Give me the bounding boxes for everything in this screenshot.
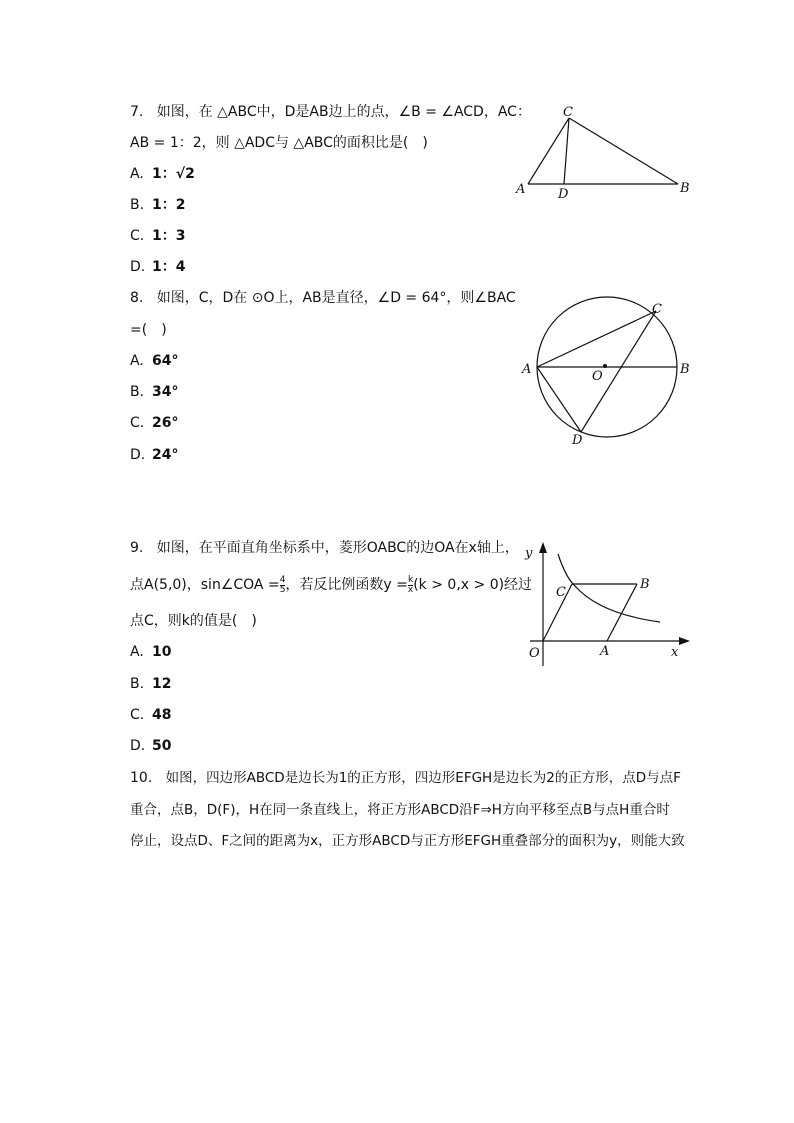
q8-option-b-value: 34° <box>152 384 179 400</box>
q8-option-d-label: D. <box>130 447 146 463</box>
q8-option-c-value: 26° <box>152 415 179 431</box>
q9-option-d-label: D. <box>130 738 146 754</box>
q9-y-arrow <box>539 542 547 553</box>
q9-x-arrow <box>679 637 690 645</box>
q10-line1: 如图，四边形ABCD是边长为1的正方形，四边形EFGH是边长为2的正方形，点D与点F <box>165 770 681 786</box>
q9-label-b: B <box>640 577 650 592</box>
q8-line1: 如图，C，D在 ⊙O上，AB是直径，∠D = 64°，则∠BAC <box>156 290 516 306</box>
q9-line2-part-c: (k > 0,x > 0)经过 <box>413 577 533 593</box>
q7-option-b-value: 1：2 <box>152 197 186 213</box>
q8-number: 8. <box>130 290 144 306</box>
q7-option-d-label: D. <box>130 259 146 275</box>
q10-number: 10. <box>130 770 153 786</box>
q9-label-c: C <box>556 585 566 600</box>
q9-line1: 如图，在平面直角坐标系中，菱形OABC的边OA在x轴上， <box>156 540 519 556</box>
q7-option-c-value: 1：3 <box>152 228 186 244</box>
q8-option-a-label: A. <box>130 353 144 369</box>
q9-fraction-kx-den: x <box>407 584 414 595</box>
q10-stem-line3: 停止，设点D、F之间的距离为x，正方形ABCD与正方形EFGH重叠部分的面积为y，则能大致 <box>130 833 685 849</box>
q9-fraction-sin-den: 5 <box>279 584 286 595</box>
q9-option-b-value: 12 <box>152 676 172 692</box>
q9-option-a-label: A. <box>130 644 144 660</box>
q10-stem-line1 <box>130 768 681 788</box>
q9-fraction-sin-num: 4 <box>279 574 286 585</box>
q7-stem-line2: AB = 1：2，则 △ADC与 △ABC的面积比是( ) <box>130 135 428 151</box>
q7-option-b-label: B. <box>130 197 145 213</box>
q8-option-c-label: C. <box>130 415 145 431</box>
q7-line1: 如图，在 △ABC中，D是AB边上的点，∠B = ∠ACD，AC： <box>156 104 531 120</box>
q7-label-a: A <box>516 182 526 197</box>
q9-option-d-value: 50 <box>152 738 172 754</box>
q9-number: 9. <box>130 540 144 556</box>
q7-option-a-value: 1：√2 <box>152 166 195 182</box>
q8-label-d: D <box>572 433 583 448</box>
q9-side-ba <box>607 584 637 641</box>
q8-label-a: A <box>522 362 532 377</box>
q9-option-a-value: 10 <box>152 644 172 660</box>
q9-label-o: O <box>529 646 540 661</box>
q7-number: 7. <box>130 104 144 120</box>
q9-fraction-kx-num: k <box>407 574 414 585</box>
q7-option-c-label: C. <box>130 228 145 244</box>
q8-label-o: O <box>592 369 603 384</box>
q7-label-d: D <box>558 187 569 202</box>
q9-option-c-label: C. <box>130 707 145 723</box>
q9-stem-line3: 点C，则k的值是( ) <box>130 613 257 629</box>
q9-line2-part-a: 点A(5,0)，sin∠COA = <box>130 577 280 593</box>
q8-label-b: B <box>680 362 690 377</box>
q7-option-d-value: 1：4 <box>152 259 186 275</box>
q8-stem-line2: =( ) <box>130 322 167 338</box>
q9-label-a: A <box>600 644 610 659</box>
q8-option-a-value: 64° <box>152 353 179 369</box>
q8-label-c: C <box>652 302 662 317</box>
q9-label-x: x <box>671 645 679 660</box>
q7-option-a-label: A. <box>130 166 144 182</box>
q7-label-c: C <box>563 105 573 120</box>
q9-line2-part-b: ，若反比例函数y = <box>285 577 408 593</box>
q7-label-b: B <box>680 181 690 196</box>
q10-stem-line2: 重合，点B，D(F)，H在同一条直线上，将正方形ABCD沿F⇒H方向平移至点B与点H重合时 <box>130 802 670 818</box>
q8-option-d-value: 24° <box>152 447 179 463</box>
q8-option-b-label: B. <box>130 384 145 400</box>
q9-option-c-value: 48 <box>152 707 172 723</box>
q9-label-y: y <box>525 546 533 561</box>
q9-option-b-label: B. <box>130 676 145 692</box>
